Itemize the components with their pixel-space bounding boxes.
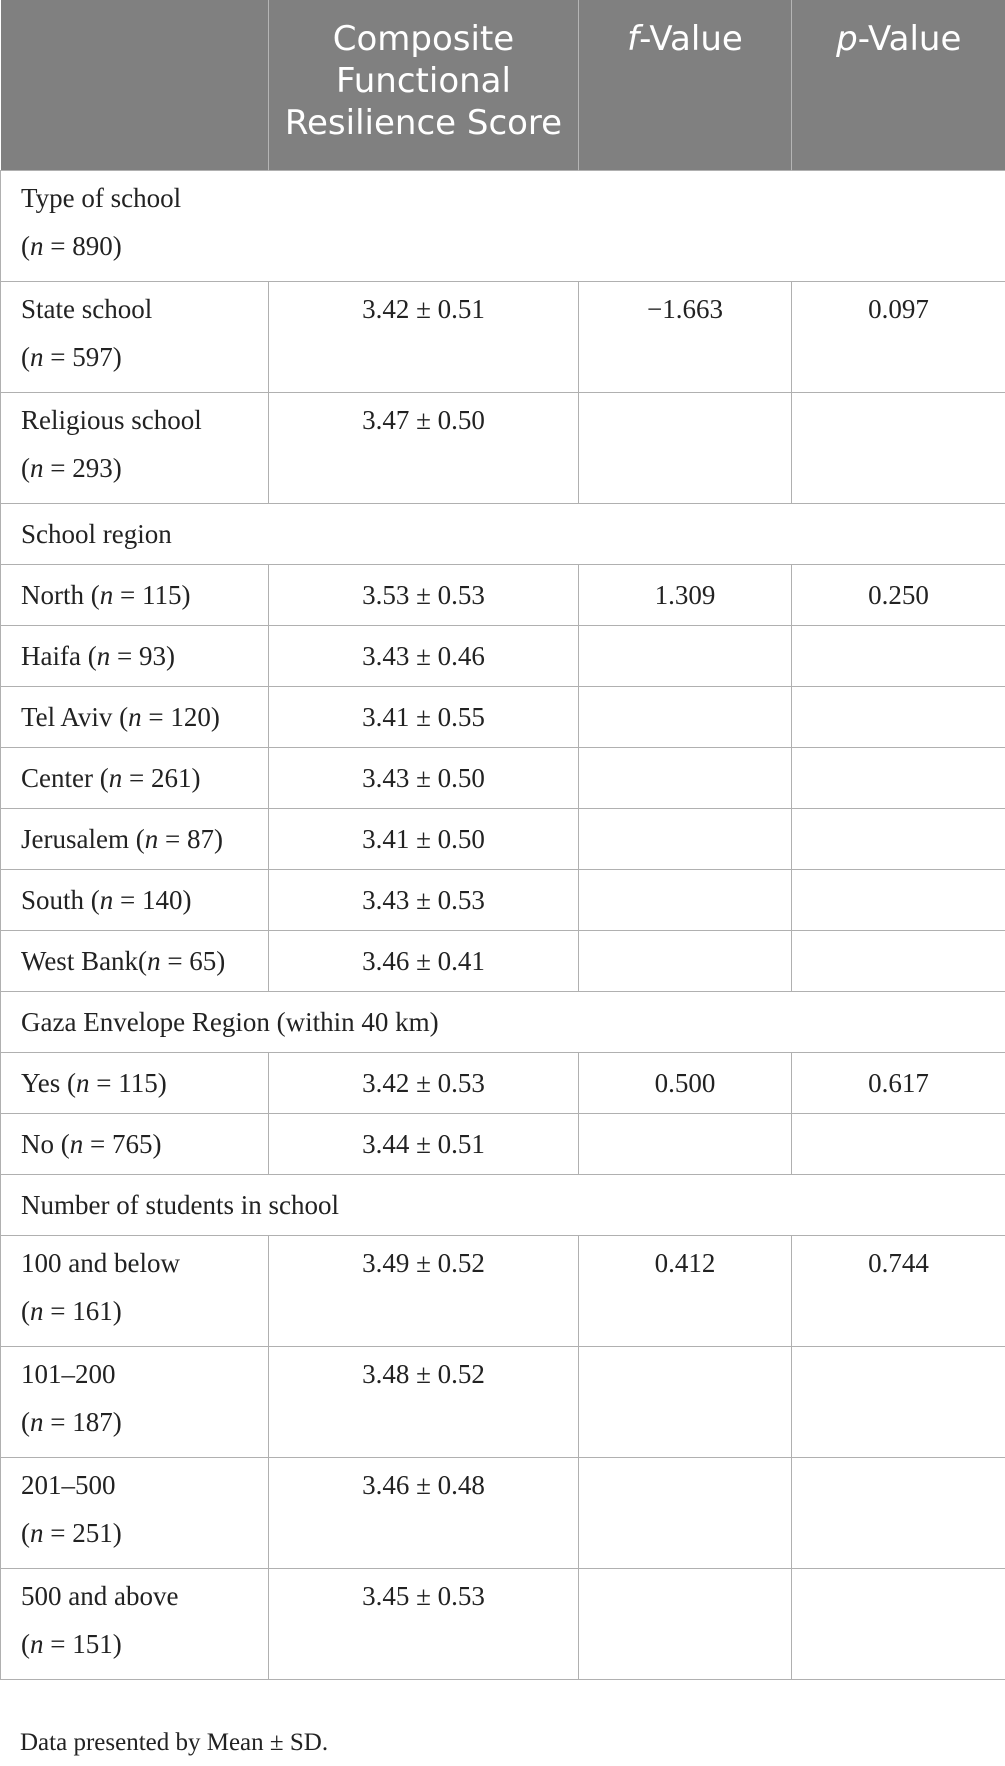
score-cell: 3.43 ± 0.53 [269,869,579,930]
table-row [1,747,1005,808]
table-row [1,392,1005,503]
table-footnote: Data presented by Mean ± SD. [20,1729,329,1756]
section-cell: Gaza Envelope Region (within 40 km) [1,991,1005,1052]
row-label: 100 and below (n = 161) [1,1235,269,1346]
row-label: No (n = 765) [1,1113,269,1174]
table-row [1,625,1005,686]
table-row [1,686,1005,747]
p-value-cell [792,686,1005,747]
row-label: Haifa (n = 93) [1,625,269,686]
table-row [1,1052,1005,1113]
f-value-cell [579,869,792,930]
section-cell: School region [1,503,1005,564]
score-cell: 3.45 ± 0.53 [269,1568,579,1679]
row-label: Jerusalem (n = 87) [1,808,269,869]
f-value-cell [579,392,792,503]
table-row [1,1457,1005,1568]
score-cell: 3.43 ± 0.50 [269,747,579,808]
header-composite-score: Composite Functional Resilience Score [269,0,579,170]
f-value-cell [579,1457,792,1568]
row-label: State school (n = 597) [1,281,269,392]
p-value-cell [792,1457,1005,1568]
p-value-cell: 0.744 [792,1235,1005,1346]
p-value-cell [792,930,1005,991]
p-value-cell: 0.250 [792,564,1005,625]
f-value-cell [579,930,792,991]
row-label: North (n = 115) [1,564,269,625]
row-label: 101–200 (n = 187) [1,1346,269,1457]
f-value-cell [579,808,792,869]
p-value-cell [792,869,1005,930]
row-label: 201–500 (n = 251) [1,1457,269,1568]
score-cell: 3.53 ± 0.53 [269,564,579,625]
score-cell: 3.42 ± 0.53 [269,1052,579,1113]
row-label: West Bank(n = 65) [1,930,269,991]
table-row [1,930,1005,991]
f-value-cell: 1.309 [579,564,792,625]
table-row [1,1346,1005,1457]
section-row-gaza-envelope [1,991,1005,1052]
p-value-cell [792,747,1005,808]
p-value-cell [792,392,1005,503]
header-f-value: f-Value [579,0,792,170]
header-row [1,0,1005,170]
score-cell: 3.48 ± 0.52 [269,1346,579,1457]
score-cell: 3.41 ± 0.55 [269,686,579,747]
f-value-cell [579,1113,792,1174]
section-row-school-region [1,503,1005,564]
score-cell: 3.41 ± 0.50 [269,808,579,869]
f-value-cell [579,1346,792,1457]
f-value-cell [579,686,792,747]
p-value-cell: 0.617 [792,1052,1005,1113]
section-cell: Type of school (n = 890) [1,170,1005,281]
f-value-cell [579,1568,792,1679]
f-value-cell: −1.663 [579,281,792,392]
section-row-number-of-students [1,1174,1005,1235]
table-row [1,1568,1005,1679]
f-value-cell [579,625,792,686]
row-label: Religious school (n = 293) [1,392,269,503]
score-cell: 3.46 ± 0.41 [269,930,579,991]
score-cell: 3.47 ± 0.50 [269,392,579,503]
table-row [1,1235,1005,1346]
section-row-type-of-school [1,170,1005,281]
row-label: Yes (n = 115) [1,1052,269,1113]
score-cell: 3.44 ± 0.51 [269,1113,579,1174]
header-p-value: p-Value [792,0,1005,170]
p-value-cell [792,625,1005,686]
score-cell: 3.49 ± 0.52 [269,1235,579,1346]
row-label: Center (n = 261) [1,747,269,808]
header-empty [1,0,269,170]
table-row [1,281,1005,392]
row-label: 500 and above (n = 151) [1,1568,269,1679]
p-value-cell [792,1113,1005,1174]
p-value-cell: 0.097 [792,281,1005,392]
score-cell: 3.43 ± 0.46 [269,625,579,686]
score-cell: 3.42 ± 0.51 [269,281,579,392]
table-row [1,1113,1005,1174]
score-cell: 3.46 ± 0.48 [269,1457,579,1568]
table-row [1,564,1005,625]
table-row [1,808,1005,869]
row-label: Tel Aviv (n = 120) [1,686,269,747]
section-cell: Number of students in school [1,1174,1005,1235]
row-label: South (n = 140) [1,869,269,930]
table-row [1,869,1005,930]
f-value-cell: 0.412 [579,1235,792,1346]
f-value-cell: 0.500 [579,1052,792,1113]
p-value-cell [792,1568,1005,1679]
p-value-cell [792,1346,1005,1457]
p-value-cell [792,808,1005,869]
f-value-cell [579,747,792,808]
